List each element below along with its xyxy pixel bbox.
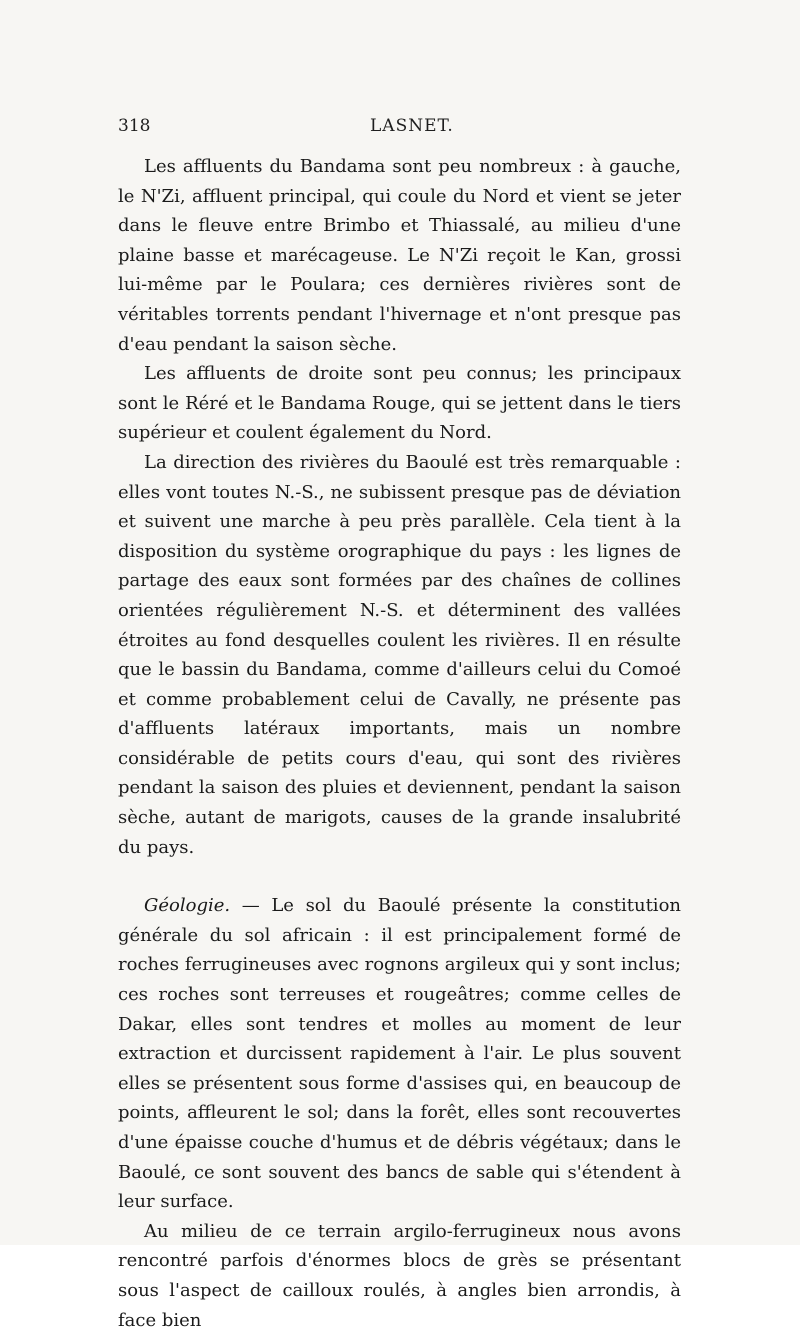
body-text <box>118 152 681 1335</box>
paragraph-geologie <box>118 891 681 1217</box>
section-spacer <box>118 862 681 891</box>
paragraph-direction-rivieres: La direction des rivières du Baoulé est très remarquable : elles vont toutes N.-S., ne subissent presque pas de déviation et suivent une marche à peu près parallèle. Cela tient à la disposition du système orographique du pays : les lignes de partage des eaux sont formées par des chaînes de collines orientées régulièrement N.-S. et déterminent des vallées étroites au fond desquelles coulent les rivières. Il en résulte que le bassin du Bandama, comme d'ailleurs celui du Comoé et comme probablement celui de Cavally, ne présente pas d'affluents latéraux importants, mais un nombre considérable de petits cours d'eau, qui sont des rivières pendant la saison des pluies et deviennent, pendant la saison sèche, autant de marigots, causes de la grande insalubrité du pays. <box>118 451 681 858</box>
paragraph-affluents-droite: Les affluents de droite sont peu connus; les principaux sont le Réré et le Bandama Rouge, qui se jettent dans le tiers supérieur et coulent également du Nord. <box>118 363 681 444</box>
paragraph-geologie-text: — Le sol du Baoulé présente la constitution générale du sol africain : il est principalement formé de roches ferrugineuses avec rognons argileux qui y sont inclus; ces roches sont terreuses et rougeâtres; comme celles de Dakar, elles sont tendres et molles au moment de leur extraction et durcissent rapidement à l'air. Le plus souvent elles se présentent sous forme d'assises qui, en beaucoup de points, affleurent le sol; dans la forêt, elles sont recouvertes d'une épaisse couche d'humus et de débris végétaux; dans le Baoulé, ce sont souvent des bancs de sable qui s'étendent à leur surface. <box>118 895 681 1213</box>
section-heading-geologie: Géologie. <box>144 895 231 917</box>
page-header <box>118 116 681 140</box>
page-number: 318 <box>118 116 151 136</box>
paragraph-affluents-gauche: Les affluents du Bandama sont peu nombreux : à gauche, le N'Zi, affluent principal, qui coule du Nord et vient se jeter dans le fleuve entre Brimbo et Thiassalé, au milieu d'une plaine basse et marécageuse. Le N'Zi reçoit le Kan, grossi lui-même par le Poulara; ces dernières rivières sont de véritables torrents pendant l'hivernage et n'ont presque pas d'eau pendant la saison sèche. <box>118 156 681 355</box>
paragraph-terrain: Au milieu de ce terrain argilo-ferrugineux nous avons rencontré parfois d'énormes blocs de grès se présentant sous l'aspect de cailloux roulés, à angles bien arrondis, à face bien <box>118 1220 681 1331</box>
running-title: LASNET. <box>370 116 454 136</box>
